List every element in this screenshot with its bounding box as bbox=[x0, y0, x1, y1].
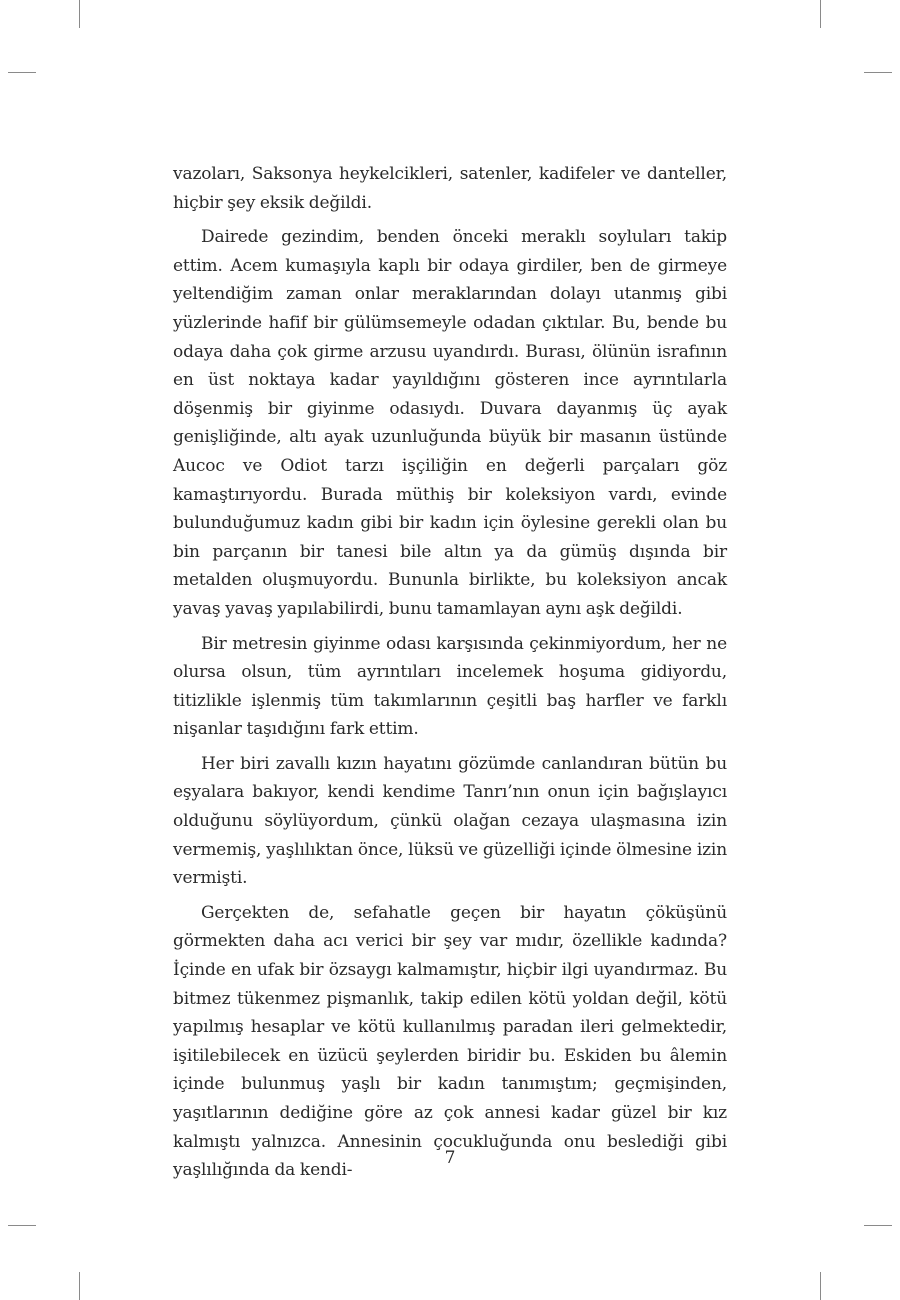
crop-mark-bottom-right-horizontal bbox=[864, 1225, 892, 1226]
paragraph: Gerçekten de, sefahatle geçen bir hayatın çöküşünü görmekten daha acı verici bir şey var mıdır, özellikle kadında? İçinde en ufak bir özsaygı kalmamıştır, hiçbir ilgi uyandırmaz. Bu bitmez tükenmez pişmanlık, takip edilen kötü yoldan değil, kötü yapılmış hesaplar ve kötü kullanılmış paradan ileri gelmektedir, işitilebilecek en üzücü şeylerden biridir bu. Eskiden bu âlemin içinde bulunmuş yaşlı bir kadın tanımıştım; geçmişinden, yaşıtlarının dediğine göre az çok annesi kadar güzel bir kız kalmıştı yalnızca. Annesinin çocukluğunda onu beslediği gibi yaşlılığında da kendi- bbox=[173, 902, 727, 1181]
paragraph: vazoları, Saksonya heykelcikleri, satenler, kadifeler ve danteller, hiçbir şey eksik değildi. bbox=[173, 164, 727, 213]
body-text bbox=[173, 160, 727, 1191]
crop-mark-bottom-left-horizontal bbox=[8, 1225, 36, 1226]
page-number: 7 bbox=[444, 1148, 456, 1168]
crop-mark-bottom-right-vertical bbox=[820, 1272, 821, 1300]
crop-mark-top-right-horizontal bbox=[864, 72, 892, 73]
crop-mark-top-left-horizontal bbox=[8, 72, 36, 73]
crop-mark-top-left-vertical bbox=[79, 0, 80, 28]
paragraph: Bir metresin giyinme odası karşısında çekinmiyordum, her ne olursa olsun, tüm ayrıntıları incelemek hoşuma gidiyordu, titizlikle işlenmiş tüm takımlarının çeşitli baş harfler ve farklı nişanlar taşıdığını fark ettim. bbox=[173, 633, 727, 740]
crop-mark-top-right-vertical bbox=[820, 0, 821, 28]
crop-mark-bottom-left-vertical bbox=[79, 1272, 80, 1300]
paragraph: Dairede gezindim, benden önceki meraklı soyluları takip ettim. Acem kumaşıyla kaplı bir odaya girdiler, ben de girmeye yeltendiğim zaman onlar meraklarından dolayı utanmış gibi yüzlerinde hafif bir gülümsemeyle odadan çıktılar. Bu, bende bu odaya daha çok girme arzusu uyandırdı. Burası, ölünün israfının en üst noktaya kadar yayıldığını gösteren ince ayrıntılarla döşenmiş bir giyinme odasıydı. Duvara dayanmış üç ayak genişliğinde, altı ayak uzunluğunda büyük bir masanın üstünde Aucoc ve Odiot tarzı işçiliğin en değerli parçaları göz kamaştırıyordu. Burada müthiş bir koleksiyon vardı, evinde bulunduğumuz kadın gibi bir kadın için öylesine gerekli olan bu bin parçanın bir tanesi bile altın ya da gümüş dışında bir metalden oluşmuyordu. Bununla birlikte, bu koleksiyon ancak yavaş yavaş yapılabilirdi, bunu tamamlayan aynı aşk değildi. bbox=[173, 227, 727, 619]
paragraph: Her biri zavallı kızın hayatını gözümde canlandıran bütün bu eşyalara bakıyor, kendi kendime Tanrı’nın onun için bağışlayıcı olduğunu söylüyordum, çünkü olağan cezaya ulaşmasına izin vermemiş, yaşlılıktan önce, lüksü ve güzelliği içinde ölmesine izin vermişti. bbox=[173, 753, 727, 889]
